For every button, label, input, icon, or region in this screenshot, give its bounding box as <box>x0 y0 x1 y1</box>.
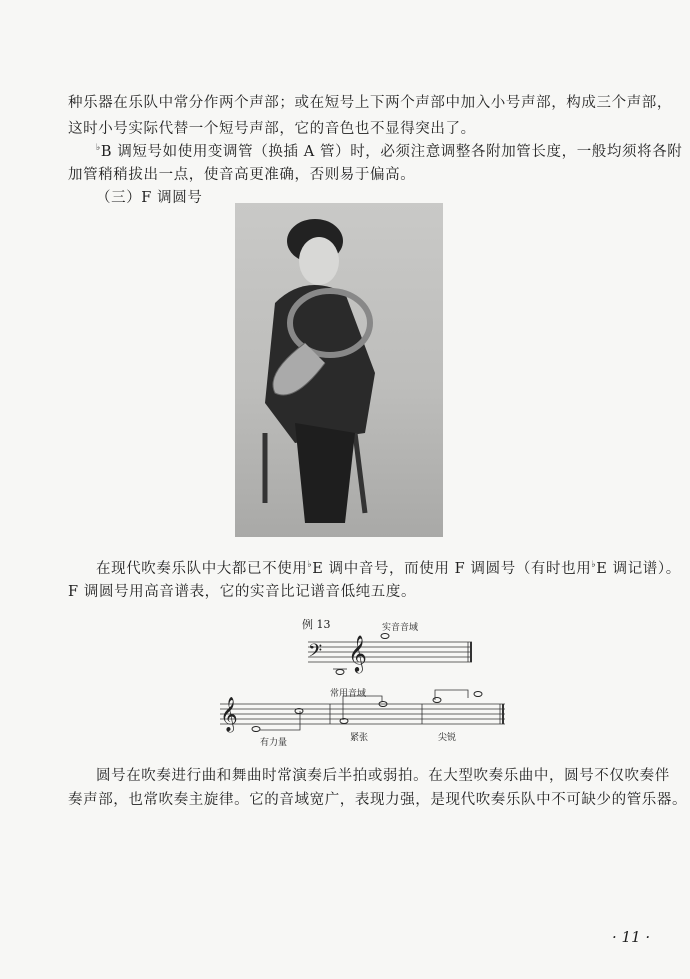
music-example-13 <box>210 612 510 752</box>
note <box>336 670 344 675</box>
treble-clef-icon: 𝄞 <box>220 697 238 732</box>
text-line: 奏声部，也常吹奏主旋律。它的音域宽广，表现力强，是现代吹奏乐队中不可缺少的管乐器。 <box>68 792 688 808</box>
common-range-label: 常用音域 <box>330 689 367 699</box>
sharp-label: 尖锐 <box>438 733 457 743</box>
bass-clef-icon: 𝄢 <box>308 641 323 666</box>
tense-label: 紧张 <box>350 733 369 743</box>
flat-sign: ♭ <box>307 560 313 571</box>
note <box>252 727 260 732</box>
actual-range-label: 实音音域 <box>382 623 419 633</box>
powerful-label: 有力量 <box>260 738 288 748</box>
text-line <box>96 140 682 161</box>
note <box>474 692 482 697</box>
text-line: F 调圆号用高音谱表，它的实音比记谱音低纯五度。 <box>68 584 417 600</box>
text-line: 圆号在吹奏进行曲和舞曲时常演奏后半拍或弱拍。在大型吹奏乐曲中，圆号不仅吹奏伴 <box>96 768 670 784</box>
french-horn-player-photo <box>235 203 443 537</box>
flat-sign: ♭ <box>591 560 597 571</box>
treble-clef-icon: 𝄞 <box>348 634 367 672</box>
section-heading: （三）F 调圆号 <box>96 190 203 206</box>
page-number: · 11 · <box>612 928 651 946</box>
text: E 调中音号，而使用 F 调圆号（有时也用 <box>312 561 592 577</box>
text: E 调记谱）。 <box>596 561 681 577</box>
treble-staff <box>220 690 505 730</box>
text-line: 种乐器在乐队中常分作两个声部；或在短号上下两个声部中加入小号声部，构成三个声部， <box>68 95 672 111</box>
flat-sign: ♭ <box>96 143 101 154</box>
note <box>381 634 389 639</box>
text-line: 加管稍稍拔出一点，使音高更准确，否则易于偏高。 <box>68 167 416 183</box>
text-line <box>96 557 681 578</box>
example-label: 例 13 <box>302 618 331 631</box>
text: 在现代吹奏乐队中大都已不使用 <box>96 561 308 577</box>
bass-staff <box>308 642 472 669</box>
text-line: 这时小号实际代替一个短号声部，它的音色也不显得突出了。 <box>68 121 476 137</box>
text: B 调短号如使用变调管（换插 A 管）时，必须注意调整各附加管长度，一般均须将各附 <box>100 144 683 160</box>
note <box>433 698 441 703</box>
